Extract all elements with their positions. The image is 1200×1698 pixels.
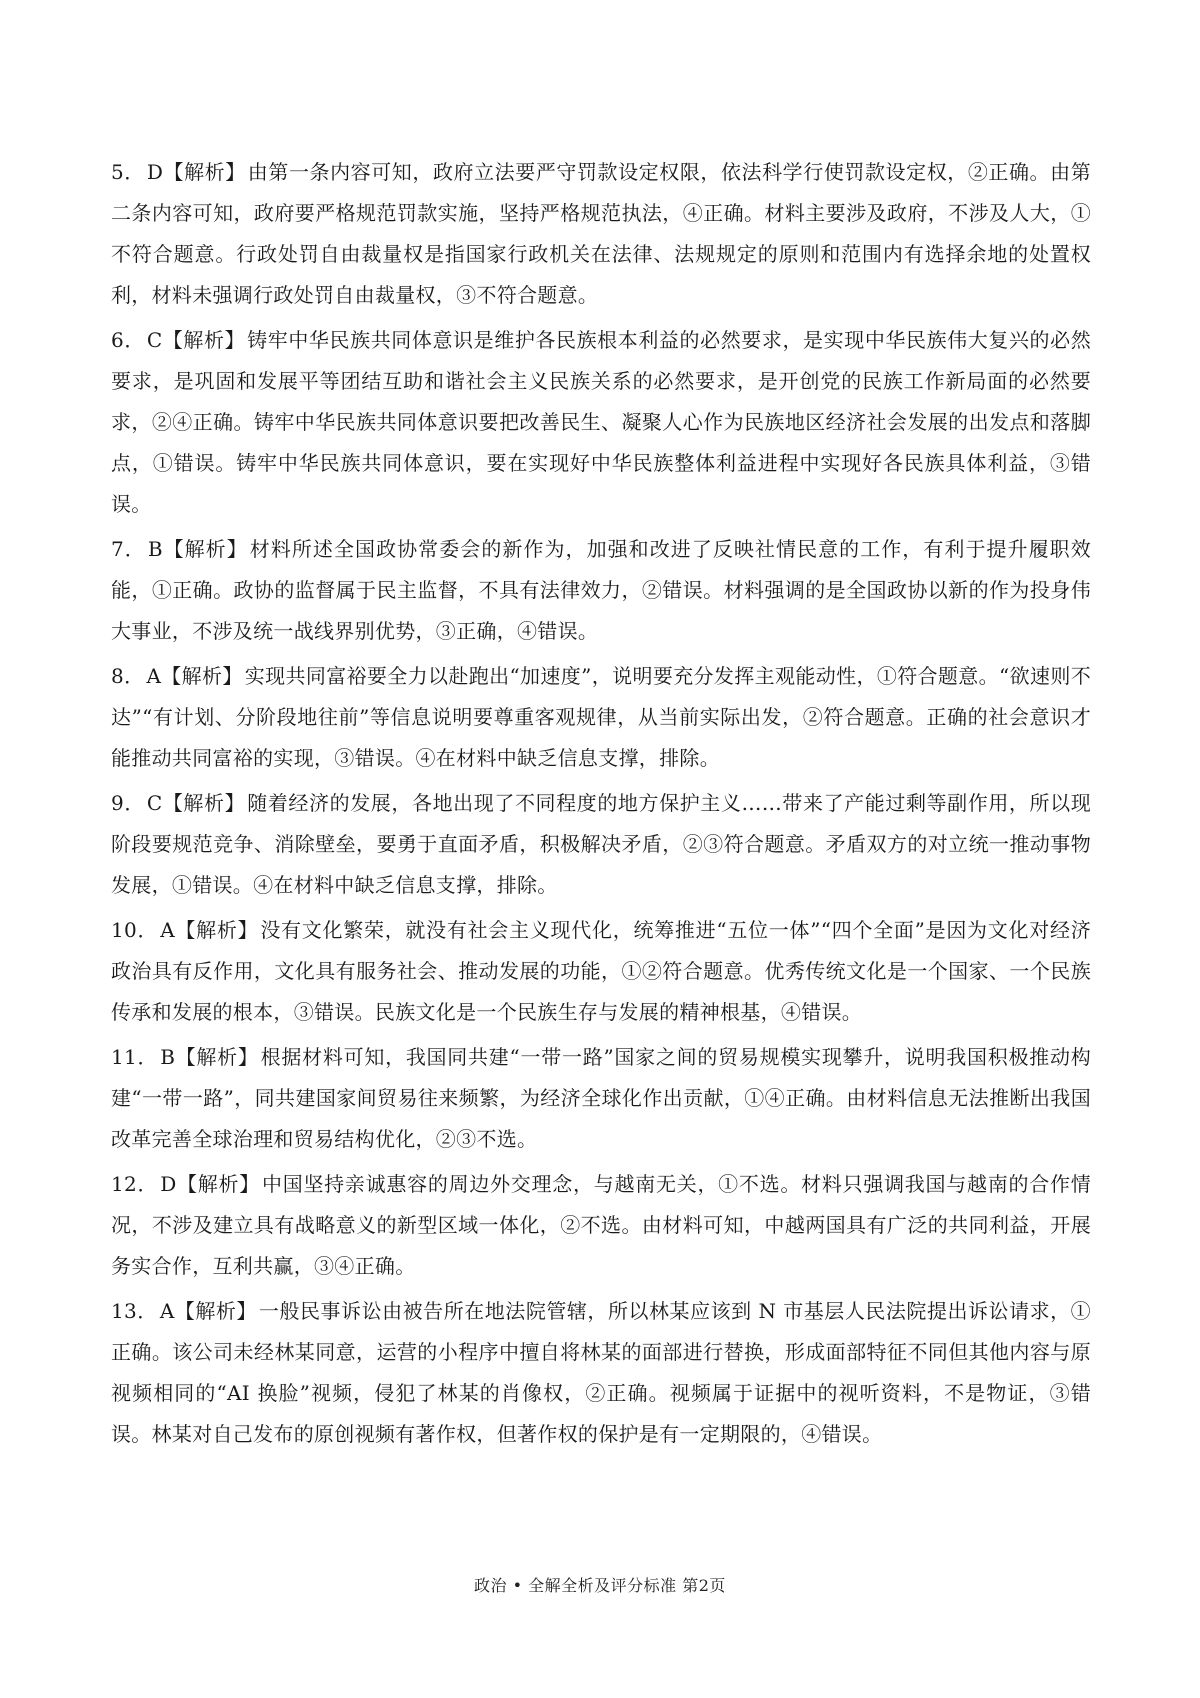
question-number: 12．: [111, 1172, 159, 1196]
analysis-item-13: [111, 1291, 1091, 1455]
analysis-item-10: [111, 910, 1091, 1033]
analysis-text: 一般民事诉讼由被告所在地法院管辖，所以林某应该到 N 市基层人民法院提出诉讼请求，①正确。该公司未经林某同意，运营的小程序中擅自将林某的面部进行替换，形成面部特征不同但其他内容与原视频相同的“AI 换脸”视频，侵犯了林某的肖像权，②正确。视频属于证据中的视听资料，不是物证，③错误。林某对自己发布的原创视频有著作权，但著作权的保护是有一定期限的，④错误。: [111, 1299, 1091, 1446]
answer-letter: B: [147, 537, 163, 561]
answer-analysis-list: [111, 152, 1091, 1459]
answer-letter: A: [160, 918, 175, 942]
analysis-text: 中国坚持亲诚惠容的周边外交理念，与越南无关，①不选。材料只强调我国与越南的合作情况，不涉及建立具有战略意义的新型区域一体化，②不选。由材料可知，中越两国具有广泛的共同利益，开展务实合作，互利共赢，③④正确。: [111, 1172, 1092, 1278]
analysis-text: 没有文化繁荣，就没有社会主义现代化，统筹推进“五位一体”“四个全面”是因为文化对经济政治具有反作用，文化具有服务社会、推动发展的功能，①②符合题意。优秀传统文化是一个国家、一个民族传承和发展的根本，③错误。民族文化是一个民族生存与发展的精神根基，④错误。: [111, 918, 1092, 1024]
analysis-item-12: [111, 1164, 1091, 1287]
question-number: 11．: [111, 1045, 159, 1069]
analysis-item-11: [111, 1037, 1091, 1160]
analysis-tag: 【解析】: [174, 1299, 257, 1323]
analysis-tag: 【解析】: [163, 160, 246, 184]
analysis-text: 由第一条内容可知，政府立法要严守罚款设定权限，依法科学行使罚款设定权，②正确。由第二条内容可知，政府要严格规范罚款实施，坚持严格规范执法，④正确。材料主要涉及政府，不涉及人大，①不符合题意。行政处罚自由裁量权是指国家行政机关在法律、法规规定的原则和范围内有选择余地的处置权利，材料未强调行政处罚自由裁量权，③不符合题意。: [111, 160, 1092, 307]
analysis-text: 根据材料可知，我国同共建“一带一路”国家之间的贸易规模实现攀升，说明我国积极推动构建“一带一路”，同共建国家间贸易往来频繁，为经济全球化作出贡献，①④正确。由材料信息无法推断出我国改革完善全球治理和贸易结构优化，②③不选。: [111, 1045, 1091, 1151]
question-number: 13．: [111, 1299, 158, 1323]
question-number: 8．: [111, 664, 145, 688]
analysis-tag: 【解析】: [162, 328, 246, 352]
analysis-tag: 【解析】: [162, 791, 246, 815]
question-number: 6．: [111, 328, 145, 352]
analysis-tag: 【解析】: [161, 664, 243, 688]
answer-letter: A: [146, 664, 162, 688]
question-number: 10．: [111, 918, 159, 942]
analysis-item-8: [111, 656, 1091, 779]
answer-letter: C: [146, 791, 163, 815]
analysis-item-6: [111, 320, 1091, 525]
question-number: 9．: [111, 791, 145, 815]
question-number: 7．: [111, 537, 146, 561]
answer-letter: D: [160, 1172, 177, 1196]
analysis-item-5: [111, 152, 1091, 316]
page-footer: 政治 • 全解全析及评分标准 第2页: [474, 1576, 726, 1595]
analysis-text: 材料所述全国政协常委会的新作为，加强和改进了反映社情民意的工作，有利于提升履职效能，①正确。政协的监督属于民主监督，不具有法律效力，②错误。材料强调的是全国政协以新的作为投身伟大事业，不涉及统一战线界别优势，③正确，④错误。: [111, 537, 1092, 643]
question-number: 5．: [111, 160, 145, 184]
analysis-item-7: [111, 529, 1091, 652]
answer-letter: B: [160, 1045, 176, 1069]
analysis-text: 实现共同富裕要全力以赴跑出“加速度”，说明要充分发挥主观能动性，①符合题意。“欲速则不达”“有计划、分阶段地往前”等信息说明要尊重客观规律，从当前实际出发，②符合题意。正确的社会意识才能推动共同富裕的实现，③错误。④在材料中缺乏信息支撑，排除。: [111, 664, 1091, 770]
analysis-tag: 【解析】: [162, 537, 248, 561]
analysis-tag: 【解析】: [176, 1172, 260, 1196]
analysis-text: 铸牢中华民族共同体意识是维护各民族根本利益的必然要求，是实现中华民族伟大复兴的必然要求，是巩固和发展平等团结互助和谐社会主义民族关系的必然要求，是开创党的民族工作新局面的必然要求，②④正确。铸牢中华民族共同体意识要把改善民生、凝聚人心作为民族地区经济社会发展的出发点和落脚点，①错误。铸牢中华民族共同体意识，要在实现好中华民族整体利益进程中实现好各民族具体利益，③错误。: [111, 328, 1092, 516]
answer-letter: D: [146, 160, 164, 184]
analysis-tag: 【解析】: [175, 1045, 259, 1069]
answer-letter: A: [159, 1299, 175, 1323]
analysis-tag: 【解析】: [174, 918, 259, 942]
answer-letter: C: [146, 328, 163, 352]
analysis-item-9: [111, 783, 1091, 906]
analysis-text: 随着经济的发展，各地出现了不同程度的地方保护主义……带来了产能过剩等副作用，所以现阶段要规范竞争、消除壁垒，要勇于直面矛盾，积极解决矛盾，②③符合题意。矛盾双方的对立统一推动事物发展，①错误。④在材料中缺乏信息支撑，排除。: [111, 791, 1092, 897]
